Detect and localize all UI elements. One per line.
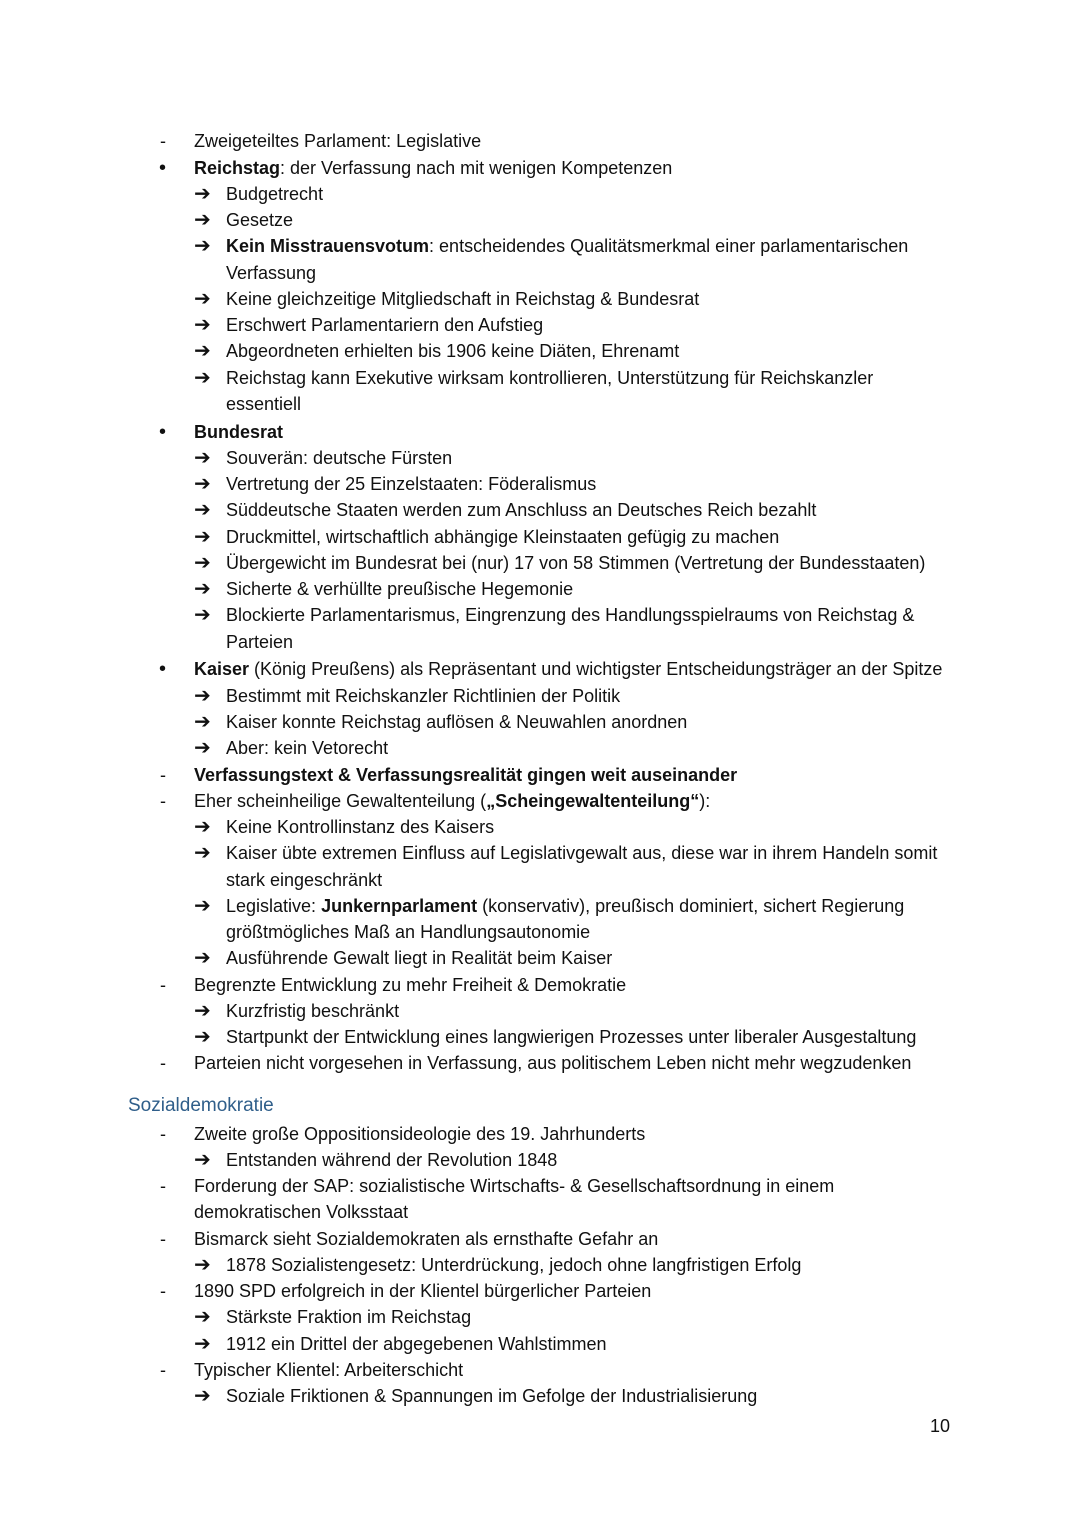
outline-text	[194, 656, 942, 682]
text-run: Souverän: deutsche Fürsten	[226, 448, 453, 468]
outline-line	[0, 365, 1080, 391]
text-run: Gesetze	[226, 210, 294, 230]
outline-line	[0, 709, 1080, 735]
outline-text	[226, 867, 382, 893]
outline-text	[226, 1331, 607, 1357]
outline-text	[226, 1304, 471, 1330]
text-run: Ausführende Gewalt liegt in Realität beim Kaiser	[226, 948, 613, 968]
text-run: Stärkste Fraktion im Reichstag	[226, 1307, 472, 1327]
outline-line	[0, 1147, 1080, 1173]
outline-text	[194, 128, 481, 154]
arrow-right-icon: ➔	[194, 340, 211, 362]
text-run: (König Preußens) als Repräsentant und wichtigster Entscheidungsträger an der Spitze	[249, 659, 943, 679]
outline-text	[226, 181, 323, 207]
outline-line	[0, 1252, 1080, 1278]
text-run: Forderung der SAP: sozialistische Wirtschafts- & Gesellschaftsordnung in einem	[194, 1176, 835, 1196]
bold-term: Bundesrat	[194, 422, 284, 442]
outline-text	[194, 1226, 658, 1252]
text-run: essentiell	[226, 394, 302, 414]
text-run: Kaiser übte extremen Einfluss auf Legislativgewalt aus, diese war in ihrem Handeln somit	[226, 843, 938, 863]
dash-marker: -	[160, 1053, 166, 1073]
outline-line	[0, 1357, 1080, 1383]
arrow-right-icon: ➔	[194, 526, 211, 548]
outline-line	[0, 576, 1080, 602]
text-run: Erschwert Parlamentariern den Aufstieg	[226, 315, 544, 335]
text-run: Kurzfristig beschränkt	[226, 1001, 400, 1021]
outline-line	[0, 550, 1080, 576]
arrow-right-icon: ➔	[194, 1026, 211, 1048]
outline-text	[226, 365, 873, 391]
text-run: stark eingeschränkt	[226, 870, 383, 890]
arrow-right-icon: ➔	[194, 183, 211, 205]
text-run: Eher scheinheilige Gewaltenteilung (	[194, 791, 487, 811]
outline-line	[0, 1173, 1080, 1199]
outline-text	[226, 709, 687, 735]
text-run: 1878 Sozialistengesetz: Unterdrückung, jedoch ohne langfristigen Erfolg	[226, 1255, 802, 1275]
outline-line	[0, 445, 1080, 471]
outline-line	[0, 524, 1080, 550]
outline-line	[0, 814, 1080, 840]
arrow-right-icon: ➔	[194, 685, 211, 707]
bullet-icon: •	[159, 421, 167, 443]
text-run: demokratischen Volksstaat	[194, 1202, 409, 1222]
text-run: : der Verfassung nach mit wenigen Kompetenzen	[280, 158, 673, 178]
outline-text	[194, 1121, 645, 1147]
text-run: 1912 ein Drittel der abgegebenen Wahlstimmen	[226, 1334, 607, 1354]
outline-text	[226, 1383, 757, 1409]
outline-text	[194, 1050, 911, 1076]
arrow-right-icon: ➔	[194, 711, 211, 733]
outline-text	[226, 919, 590, 945]
arrow-right-icon: ➔	[194, 1385, 211, 1407]
outline-line	[0, 181, 1080, 207]
outline-text	[226, 945, 612, 971]
bold-term: „Scheingewaltenteilung“	[486, 791, 700, 811]
outline-text	[226, 814, 494, 840]
outline-line	[0, 1199, 1080, 1225]
outline-line	[0, 893, 1080, 919]
arrow-right-icon: ➔	[194, 578, 211, 600]
outline-line	[0, 840, 1080, 866]
arrow-right-icon: ➔	[194, 737, 211, 759]
outline-line	[0, 1121, 1080, 1147]
bold-term: Junkernparlament	[321, 896, 478, 916]
arrow-right-icon: ➔	[194, 499, 211, 521]
dash-marker: -	[160, 131, 166, 151]
text-run: Zweite große Oppositionsideologie des 19. Jahrhunderts	[194, 1124, 646, 1144]
outline-text	[226, 550, 925, 576]
text-run: Bismarck sieht Sozialdemokraten als ernsthafte Gefahr an	[194, 1229, 659, 1249]
outline-line	[0, 762, 1080, 788]
outline-line	[0, 312, 1080, 338]
arrow-right-icon: ➔	[194, 1333, 211, 1355]
outline-line	[0, 338, 1080, 364]
outline-text	[194, 1278, 651, 1304]
dash-marker: -	[160, 1176, 166, 1196]
outline-line	[0, 788, 1080, 814]
outline-line	[0, 391, 1080, 417]
outline-line	[0, 1226, 1080, 1252]
outline-text	[226, 998, 399, 1024]
bullet-icon: •	[159, 658, 167, 680]
outline-text	[194, 419, 283, 445]
text-run: Zweigeteiltes Parlament: Legislative	[194, 131, 482, 151]
outline-line	[0, 602, 1080, 628]
arrow-right-icon: ➔	[194, 1306, 211, 1328]
text-run: Bestimmt mit Reichskanzler Richtlinien der Politik	[226, 686, 621, 706]
text-run: Legislative:	[226, 896, 322, 916]
text-run: Verfassung	[226, 263, 317, 283]
dash-marker: -	[160, 765, 166, 785]
outline-line	[0, 1331, 1080, 1357]
outline-line	[0, 683, 1080, 709]
outline-text	[226, 629, 293, 655]
outline-text	[226, 338, 679, 364]
bullet-icon: •	[159, 157, 167, 179]
text-run: Keine gleichzeitige Mitgliedschaft in Reichstag & Bundesrat	[226, 289, 700, 309]
outline-line	[0, 155, 1080, 181]
outline-text	[226, 497, 816, 523]
text-run: Soziale Friktionen & Spannungen im Gefolge der Industrialisierung	[226, 1386, 758, 1406]
text-run: Vertretung der 25 Einzelstaaten: Föderalismus	[226, 474, 597, 494]
bold-term: Verfassungstext & Verfassungsrealität gingen weit auseinander	[194, 765, 738, 785]
text-run: Budgetrecht	[226, 184, 324, 204]
outline-line	[0, 1278, 1080, 1304]
outline-line	[0, 629, 1080, 655]
text-run: Entstanden während der Revolution 1848	[226, 1150, 558, 1170]
outline-line	[0, 419, 1080, 445]
outline-text	[226, 683, 620, 709]
outline-text	[226, 207, 293, 233]
bold-term: Reichstag	[194, 158, 281, 178]
text-run: : entscheidendes Qualitätsmerkmal einer parlamentarischen	[429, 236, 909, 256]
text-run: Blockierte Parlamentarismus, Eingrenzung des Handlungsspielraums von Reichstag &	[226, 605, 915, 625]
text-run: 1890 SPD erfolgreich in der Klientel bürgerlicher Parteien	[194, 1281, 652, 1301]
outline-text	[194, 1173, 834, 1199]
outline-text	[226, 1252, 801, 1278]
outline-line	[0, 945, 1080, 971]
text-run: Startpunkt der Entwicklung eines langwierigen Prozesses unter liberaler Ausgestaltung	[226, 1027, 917, 1047]
dash-marker: -	[160, 1124, 166, 1144]
arrow-right-icon: ➔	[194, 947, 211, 969]
outline-text	[226, 260, 316, 286]
text-run: Typischer Klientel: Arbeiterschicht	[194, 1360, 464, 1380]
outline-text	[226, 1024, 916, 1050]
arrow-right-icon: ➔	[194, 209, 211, 231]
outline-text	[194, 972, 626, 998]
outline-text	[226, 524, 779, 550]
outline-text	[194, 155, 672, 181]
arrow-right-icon: ➔	[194, 288, 211, 310]
outline-text	[226, 576, 573, 602]
outline-text	[226, 735, 388, 761]
text-run: Aber: kein Vetorecht	[226, 738, 389, 758]
outline-text	[226, 840, 937, 866]
text-run: Süddeutsche Staaten werden zum Anschluss an Deutsches Reich bezahlt	[226, 500, 817, 520]
outline-text	[226, 893, 904, 919]
dash-marker: -	[160, 1281, 166, 1301]
outline-line	[0, 1050, 1080, 1076]
outline-text	[226, 1147, 557, 1173]
arrow-right-icon: ➔	[194, 473, 211, 495]
outline-text	[226, 602, 914, 628]
section-heading: Sozialdemokratie	[128, 1095, 274, 1116]
outline-line	[0, 497, 1080, 523]
outline-line	[0, 207, 1080, 233]
outline-text	[226, 312, 543, 338]
text-run: größtmögliches Maß an Handlungsautonomie	[226, 922, 591, 942]
arrow-right-icon: ➔	[194, 816, 211, 838]
arrow-right-icon: ➔	[194, 1149, 211, 1171]
arrow-right-icon: ➔	[194, 235, 211, 257]
arrow-right-icon: ➔	[194, 1254, 211, 1276]
outline-text	[194, 1199, 408, 1225]
text-run: Druckmittel, wirtschaftlich abhängige Kleinstaaten gefügig zu machen	[226, 527, 780, 547]
text-run: (konservativ), preußisch dominiert, sichert Regierung	[477, 896, 905, 916]
arrow-right-icon: ➔	[194, 447, 211, 469]
dash-marker: -	[160, 1229, 166, 1249]
outline-line	[0, 867, 1080, 893]
arrow-right-icon: ➔	[194, 604, 211, 626]
text-run: Keine Kontrollinstanz des Kaisers	[226, 817, 495, 837]
outline-line	[0, 1383, 1080, 1409]
text-run: Kaiser konnte Reichstag auflösen & Neuwahlen anordnen	[226, 712, 688, 732]
text-run: Parteien nicht vorgesehen in Verfassung, aus politischem Leben nicht mehr wegzudenken	[194, 1053, 912, 1073]
outline-line	[0, 233, 1080, 259]
bold-term: Kein Misstrauensvotum	[226, 236, 430, 256]
text-run: ):	[699, 791, 711, 811]
outline-line	[0, 998, 1080, 1024]
dash-marker: -	[160, 1360, 166, 1380]
arrow-right-icon: ➔	[194, 552, 211, 574]
outline-text	[226, 286, 699, 312]
outline-line	[0, 128, 1080, 154]
outline-text	[194, 788, 710, 814]
text-run: Reichstag kann Exekutive wirksam kontrollieren, Unterstützung für Reichskanzler	[226, 368, 874, 388]
outline-text	[194, 762, 737, 788]
page-number: 10	[930, 1416, 951, 1436]
outline-line	[0, 919, 1080, 945]
outline-line	[0, 1304, 1080, 1330]
outline-text	[226, 471, 596, 497]
bold-term: Kaiser	[194, 659, 250, 679]
arrow-right-icon: ➔	[194, 895, 211, 917]
outline-text	[226, 391, 301, 417]
text-run: Sicherte & verhüllte preußische Hegemonie	[226, 579, 574, 599]
outline-text	[226, 233, 908, 259]
outline-line	[0, 471, 1080, 497]
arrow-right-icon: ➔	[194, 314, 211, 336]
arrow-right-icon: ➔	[194, 1000, 211, 1022]
text-run: Abgeordneten erhielten bis 1906 keine Diäten, Ehrenamt	[226, 341, 680, 361]
dash-marker: -	[160, 975, 166, 995]
outline-text	[194, 1357, 463, 1383]
arrow-right-icon: ➔	[194, 367, 211, 389]
outline-line	[0, 260, 1080, 286]
outline-line	[0, 972, 1080, 998]
outline-line	[0, 1024, 1080, 1050]
text-run: Parteien	[226, 632, 294, 652]
dash-marker: -	[160, 791, 166, 811]
outline-line	[0, 286, 1080, 312]
outline-line	[0, 656, 1080, 682]
arrow-right-icon: ➔	[194, 842, 211, 864]
outline-text	[226, 445, 452, 471]
outline-line	[0, 735, 1080, 761]
text-run: Begrenzte Entwicklung zu mehr Freiheit & Demokratie	[194, 975, 627, 995]
text-run: Übergewicht im Bundesrat bei (nur) 17 von 58 Stimmen (Vertretung der Bundesstaaten)	[226, 553, 926, 573]
